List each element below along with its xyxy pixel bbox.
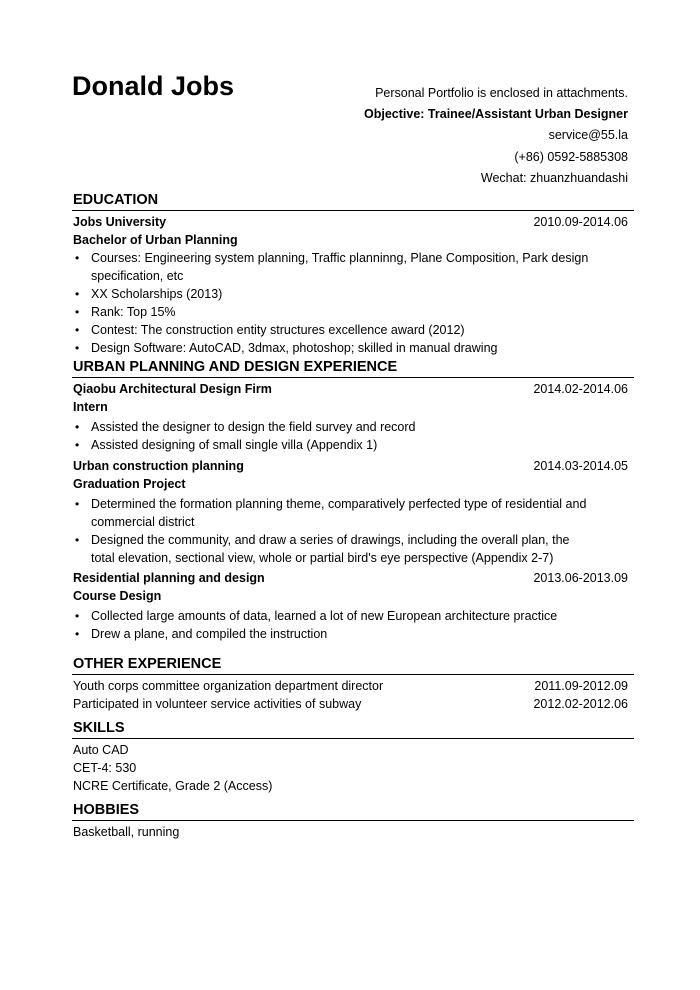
other-dates: 2012.02-2012.06 bbox=[533, 697, 628, 711]
wechat: Wechat: zhuanzhuandashi bbox=[480, 170, 628, 185]
degree: Bachelor of Urban Planning bbox=[73, 233, 238, 247]
role: Course Design bbox=[73, 589, 162, 603]
other-row bbox=[72, 695, 634, 713]
other-row bbox=[72, 677, 634, 695]
bullet-icon: • bbox=[75, 323, 80, 337]
bullet-icon: • bbox=[75, 497, 80, 511]
objective: Objective: Trainee/Assistant Urban Designer bbox=[364, 107, 628, 122]
experience-row bbox=[72, 569, 634, 587]
other-experience-section bbox=[72, 655, 634, 713]
list-item: • Design Software: AutoCAD, 3dmax, photoshop; skilled in manual drawing bbox=[75, 341, 498, 355]
education-bullets bbox=[72, 249, 634, 357]
skill-item: CET-4: 530 bbox=[73, 761, 137, 775]
hobbies-section bbox=[72, 801, 634, 841]
section-title-other: OTHER EXPERIENCE bbox=[72, 655, 634, 675]
role: Graduation Project bbox=[73, 477, 186, 491]
experience-bullets bbox=[72, 418, 634, 454]
email: service@55.la bbox=[548, 128, 628, 143]
experience-dates: 2013.06-2013.09 bbox=[533, 571, 628, 585]
list-item: • Assisted the designer to design the field survey and record bbox=[75, 420, 416, 434]
organization: Urban construction planning bbox=[73, 459, 244, 473]
experience-dates: 2014.02-2014.06 bbox=[533, 382, 628, 396]
section-title-experience: URBAN PLANNING AND DESIGN EXPERIENCE bbox=[72, 358, 634, 378]
list-item: • Contest: The construction entity structures excellence award (2012) bbox=[75, 323, 465, 337]
candidate-name: Donald Jobs bbox=[72, 71, 235, 101]
skill-item: Auto CAD bbox=[73, 743, 129, 757]
bullet-icon: • bbox=[75, 420, 80, 434]
bullet-icon: • bbox=[75, 341, 80, 355]
bullet-icon: • bbox=[75, 438, 80, 452]
education-section bbox=[72, 191, 634, 357]
education-row bbox=[72, 213, 634, 231]
experience-row bbox=[72, 380, 634, 398]
section-title-hobbies: HOBBIES bbox=[72, 801, 634, 821]
list-item: • Designed the community, and draw a series of drawings, including the overall plan, the total elevation, sectional view, whole or partial bird's eye perspective (Appendix 2-7) bbox=[75, 533, 570, 565]
experience-row bbox=[72, 457, 634, 475]
organization: Qiaobu Architectural Design Firm bbox=[73, 382, 272, 396]
section-title-skills: SKILLS bbox=[72, 719, 634, 739]
bullet-icon: • bbox=[75, 287, 80, 301]
organization: Residential planning and design bbox=[73, 571, 265, 585]
hobbies-text: Basketball, running bbox=[73, 825, 180, 839]
other-item: Youth corps committee organization department director bbox=[73, 679, 384, 693]
list-item: • Collected large amounts of data, learned a lot of new European architecture practice bbox=[75, 609, 558, 623]
school-name: Jobs University bbox=[73, 215, 167, 229]
bullet-icon: • bbox=[75, 305, 80, 319]
section-title-education: EDUCATION bbox=[72, 191, 634, 211]
list-item: • XX Scholarships (2013) bbox=[75, 287, 223, 301]
list-item: • Rank: Top 15% bbox=[75, 305, 176, 319]
skills-section bbox=[72, 719, 634, 795]
list-item: • Determined the formation planning theme, comparatively perfected type of residential and commercial district bbox=[75, 497, 587, 529]
bullet-icon: • bbox=[75, 251, 80, 265]
other-dates: 2011.09-2012.09 bbox=[534, 679, 628, 693]
education-dates: 2010.09-2014.06 bbox=[533, 215, 628, 229]
experience-bullets bbox=[72, 607, 634, 643]
bullet-icon: • bbox=[75, 609, 80, 623]
bullet-icon: • bbox=[75, 627, 80, 641]
experience-dates: 2014.03-2014.05 bbox=[533, 459, 628, 473]
experience-bullets bbox=[72, 495, 634, 567]
bullet-icon: • bbox=[75, 533, 80, 547]
list-item: • Drew a plane, and compiled the instruction bbox=[75, 627, 328, 641]
list-item: • Assisted designing of small single villa (Appendix 1) bbox=[75, 438, 378, 452]
other-item: Participated in volunteer service activities of subway bbox=[73, 697, 362, 711]
list-item: • Courses: Engineering system planning, Traffic planninng, Plane Composition, Park design specification, etc bbox=[75, 251, 589, 283]
contact-block bbox=[364, 83, 628, 189]
experience-section bbox=[72, 358, 634, 643]
role: Intern bbox=[73, 400, 108, 414]
phone: (+86) 0592-5885308 bbox=[514, 149, 628, 164]
skill-item: NCRE Certificate, Grade 2 (Access) bbox=[73, 779, 273, 793]
portfolio-note: Personal Portfolio is enclosed in attachments. bbox=[375, 86, 628, 100]
